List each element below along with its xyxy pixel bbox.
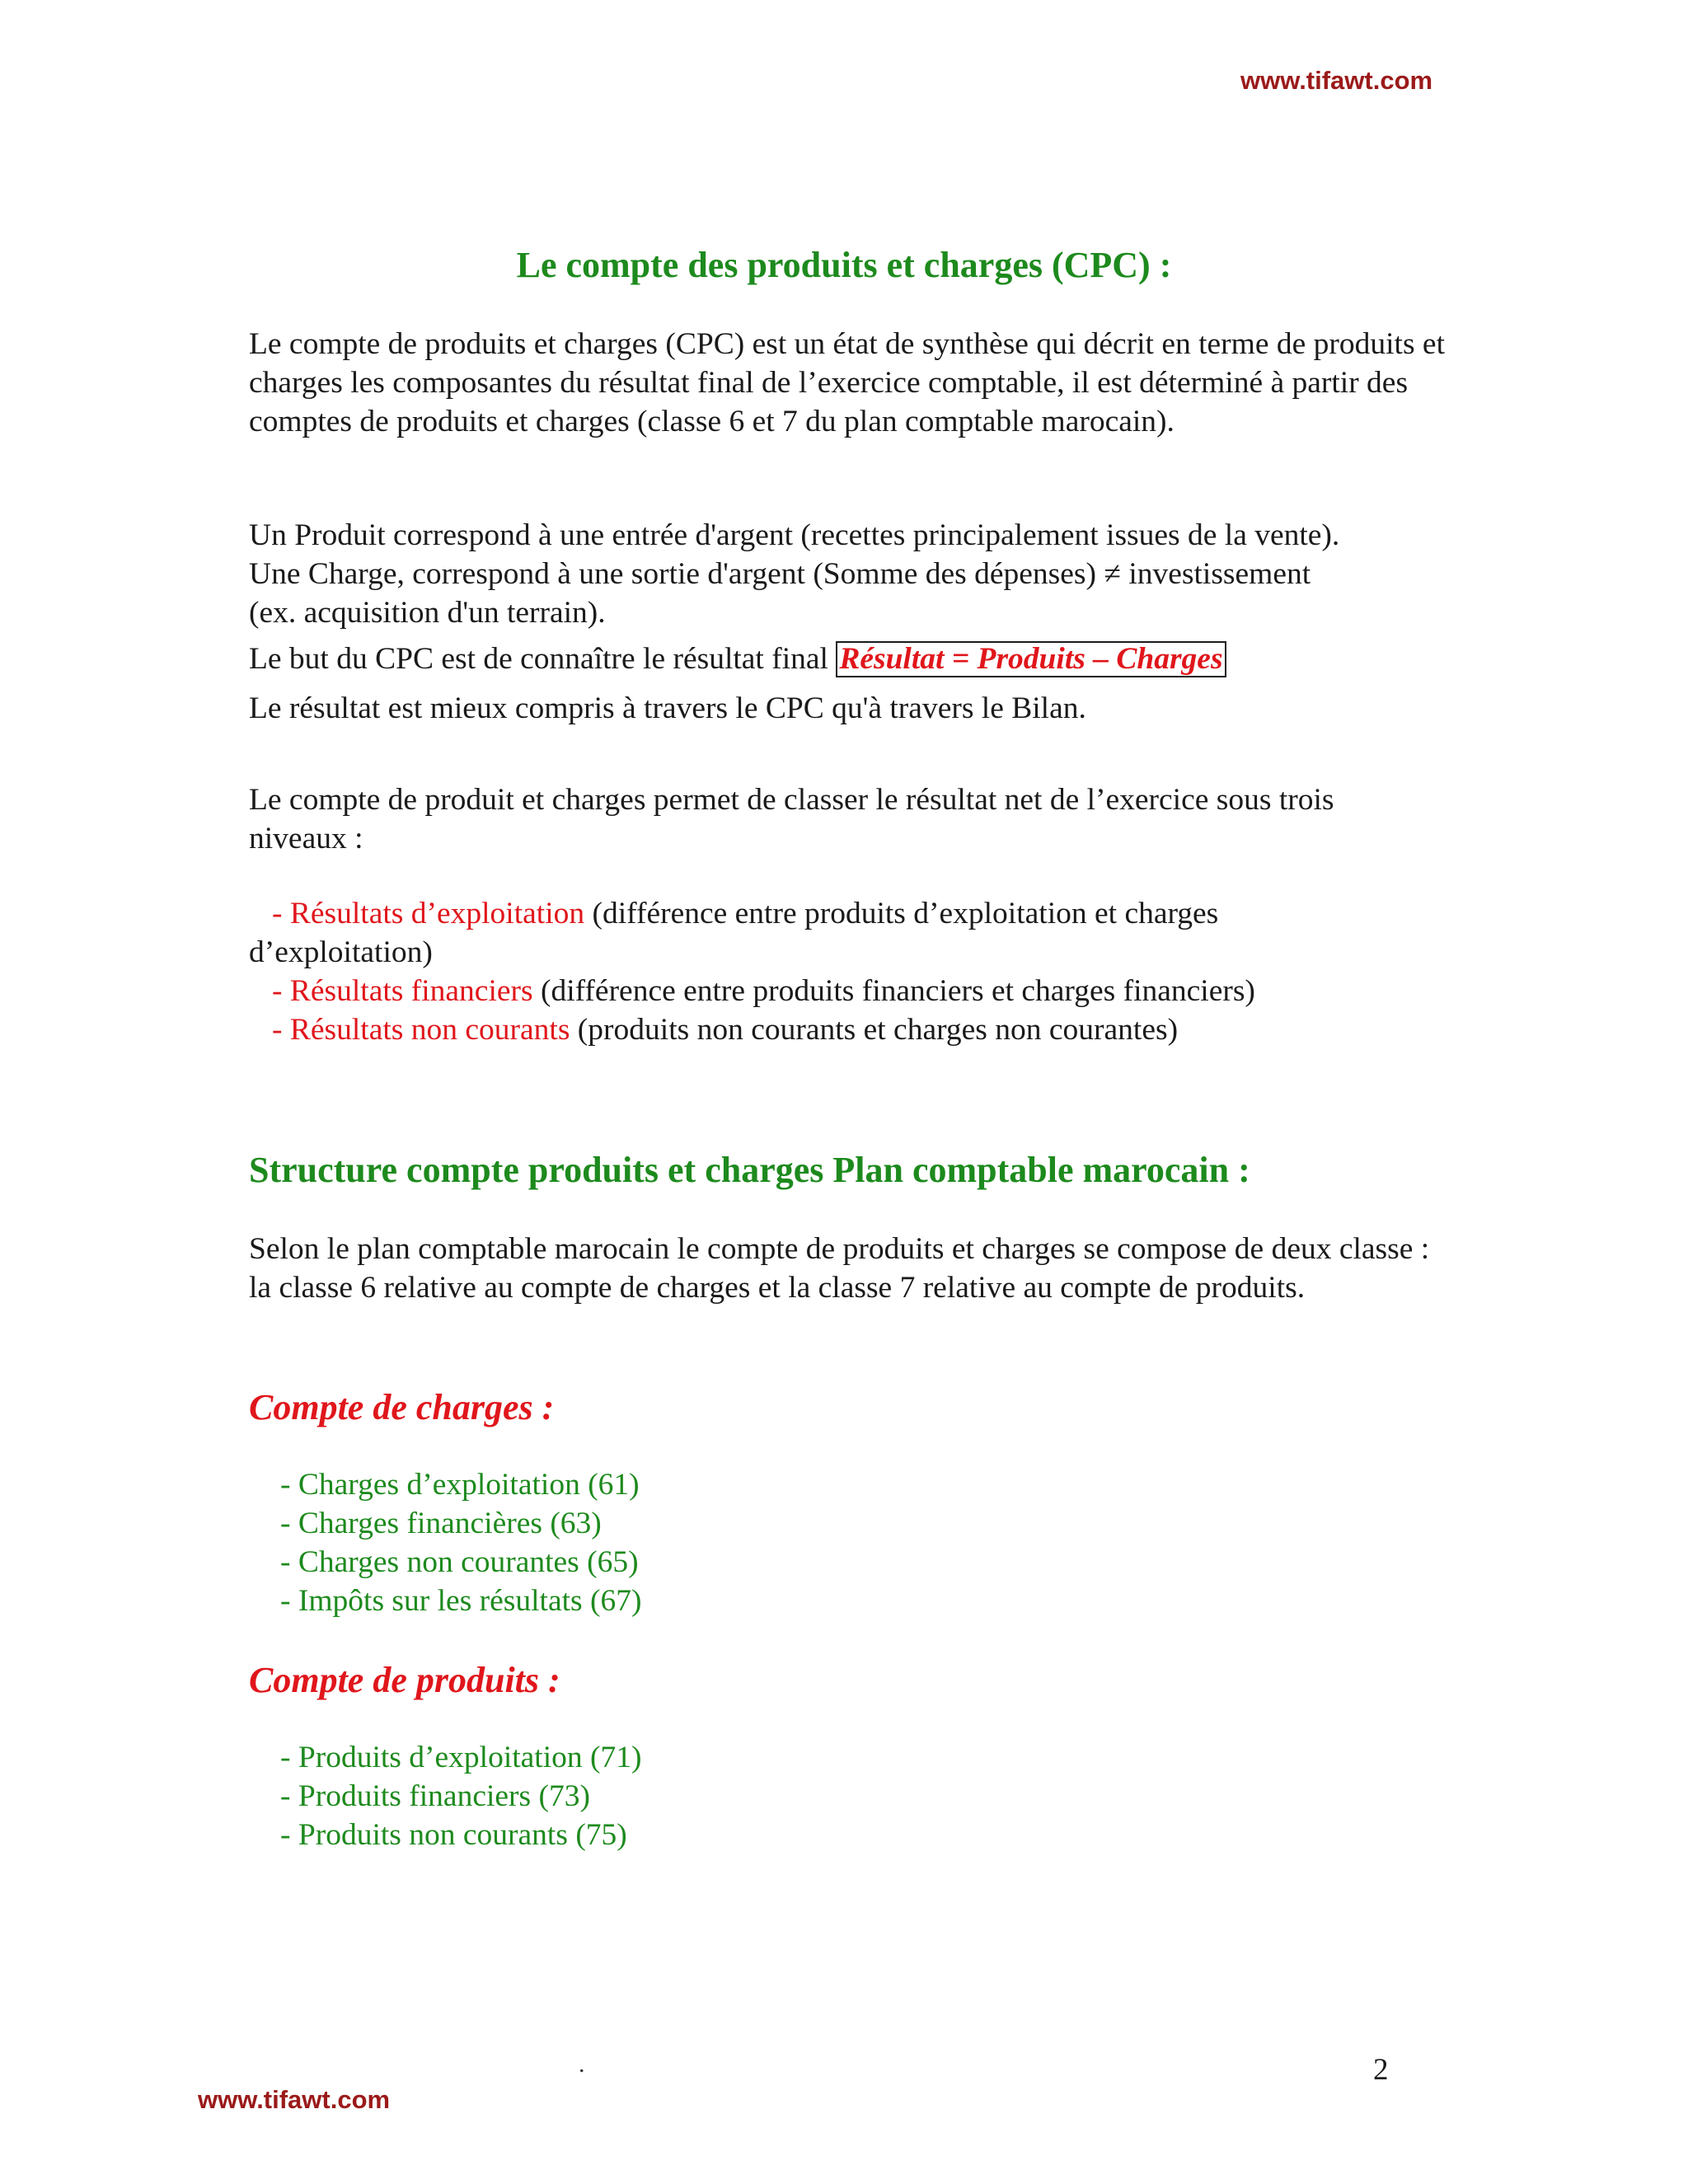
intro-paragraph: Le compte de produits et charges (CPC) est un état de synthèse qui décrit en terme de produits et charges les composantes du résultat final de l’exercice comptable, il est déterminé à partir des comptes de produits et charges (classe 6 et 7 du plan comptable marocain). bbox=[249, 327, 1445, 438]
produit-definition: Un Produit correspond à une entrée d'argent (recettes principalement issues de la vente). bbox=[249, 518, 1340, 552]
level-item-exploitation bbox=[272, 894, 1218, 933]
levels-intro: Le compte de produit et charges permet de classer le résultat net de l’exercice sous trois niveaux : bbox=[249, 783, 1334, 855]
footer-site-link[interactable]: www.tifawt.com bbox=[198, 2085, 391, 2114]
formula-box: Résultat = Produits – Charges bbox=[836, 641, 1226, 677]
level-label: Résultats financiers bbox=[289, 974, 533, 1008]
footer-dot: . bbox=[579, 2050, 585, 2078]
page-title: Le compte des produits et charges (CPC) : bbox=[516, 245, 1172, 285]
level-label: Résultats non courants bbox=[289, 1013, 570, 1047]
level-desc: (différence entre produits financiers et charges financiers) bbox=[532, 974, 1255, 1008]
level-item-non-courants bbox=[272, 1010, 1178, 1049]
charges-item: - Impôts sur les résultats (67) bbox=[280, 1584, 642, 1618]
produits-item-label: Produits non courants (75) bbox=[298, 1818, 627, 1852]
charges-item: - Charges d’exploitation (61) bbox=[280, 1468, 640, 1502]
goal-text: Le but du CPC est de connaître le résultat final bbox=[249, 642, 837, 676]
charge-example: (ex. acquisition d'un terrain). bbox=[249, 596, 606, 630]
goal-line bbox=[249, 640, 1226, 678]
produits-item: - Produits d’exploitation (71) bbox=[280, 1741, 642, 1774]
structure-description: Selon le plan comptable marocain le compte de produits et charges se compose de deux classe : la classe 6 relative au compte de charges et la classe 7 relative au compte de produits. bbox=[249, 1232, 1430, 1305]
charges-heading: Compte de charges : bbox=[249, 1387, 555, 1427]
level-desc: (différence entre produits d’exploitation et charges bbox=[584, 897, 1219, 930]
produits-heading: Compte de produits : bbox=[249, 1660, 560, 1700]
level-bullet: - bbox=[272, 897, 290, 930]
charges-item-label: Charges financières (63) bbox=[298, 1507, 602, 1540]
level-item-financiers bbox=[272, 972, 1255, 1010]
level-bullet: - bbox=[272, 1013, 290, 1047]
charges-item-label: Charges d’exploitation (61) bbox=[298, 1468, 640, 1502]
level-label: Résultats d’exploitation bbox=[289, 897, 585, 930]
header-site-link[interactable]: www.tifawt.com bbox=[1240, 66, 1433, 95]
level-item-exploitation-cont: d’exploitation) bbox=[249, 935, 433, 969]
charges-item: - Charges non courantes (65) bbox=[280, 1545, 639, 1579]
produits-item: - Produits financiers (73) bbox=[280, 1779, 590, 1813]
charges-item: - Charges financières (63) bbox=[280, 1507, 602, 1540]
charge-definition: Une Charge, correspond à une sortie d'argent (Somme des dépenses) ≠ investissement bbox=[249, 557, 1311, 591]
produits-item-label: Produits d’exploitation (71) bbox=[298, 1741, 642, 1774]
charges-item-label: Impôts sur les résultats (67) bbox=[290, 1584, 642, 1618]
level-desc: (produits non courants et charges non courantes) bbox=[570, 1013, 1179, 1047]
structure-heading: Structure compte produits et charges Plan comptable marocain : bbox=[249, 1150, 1250, 1190]
charges-item-label: Charges non courantes (65) bbox=[298, 1545, 639, 1579]
page-number: 2 bbox=[1373, 2053, 1389, 2087]
produits-item: - Produits non courants (75) bbox=[280, 1818, 627, 1852]
produits-item-label: Produits financiers (73) bbox=[298, 1779, 590, 1813]
level-bullet: - bbox=[272, 974, 290, 1008]
bilan-comparison: Le résultat est mieux compris à travers le CPC qu'à travers le Bilan. bbox=[249, 691, 1086, 725]
